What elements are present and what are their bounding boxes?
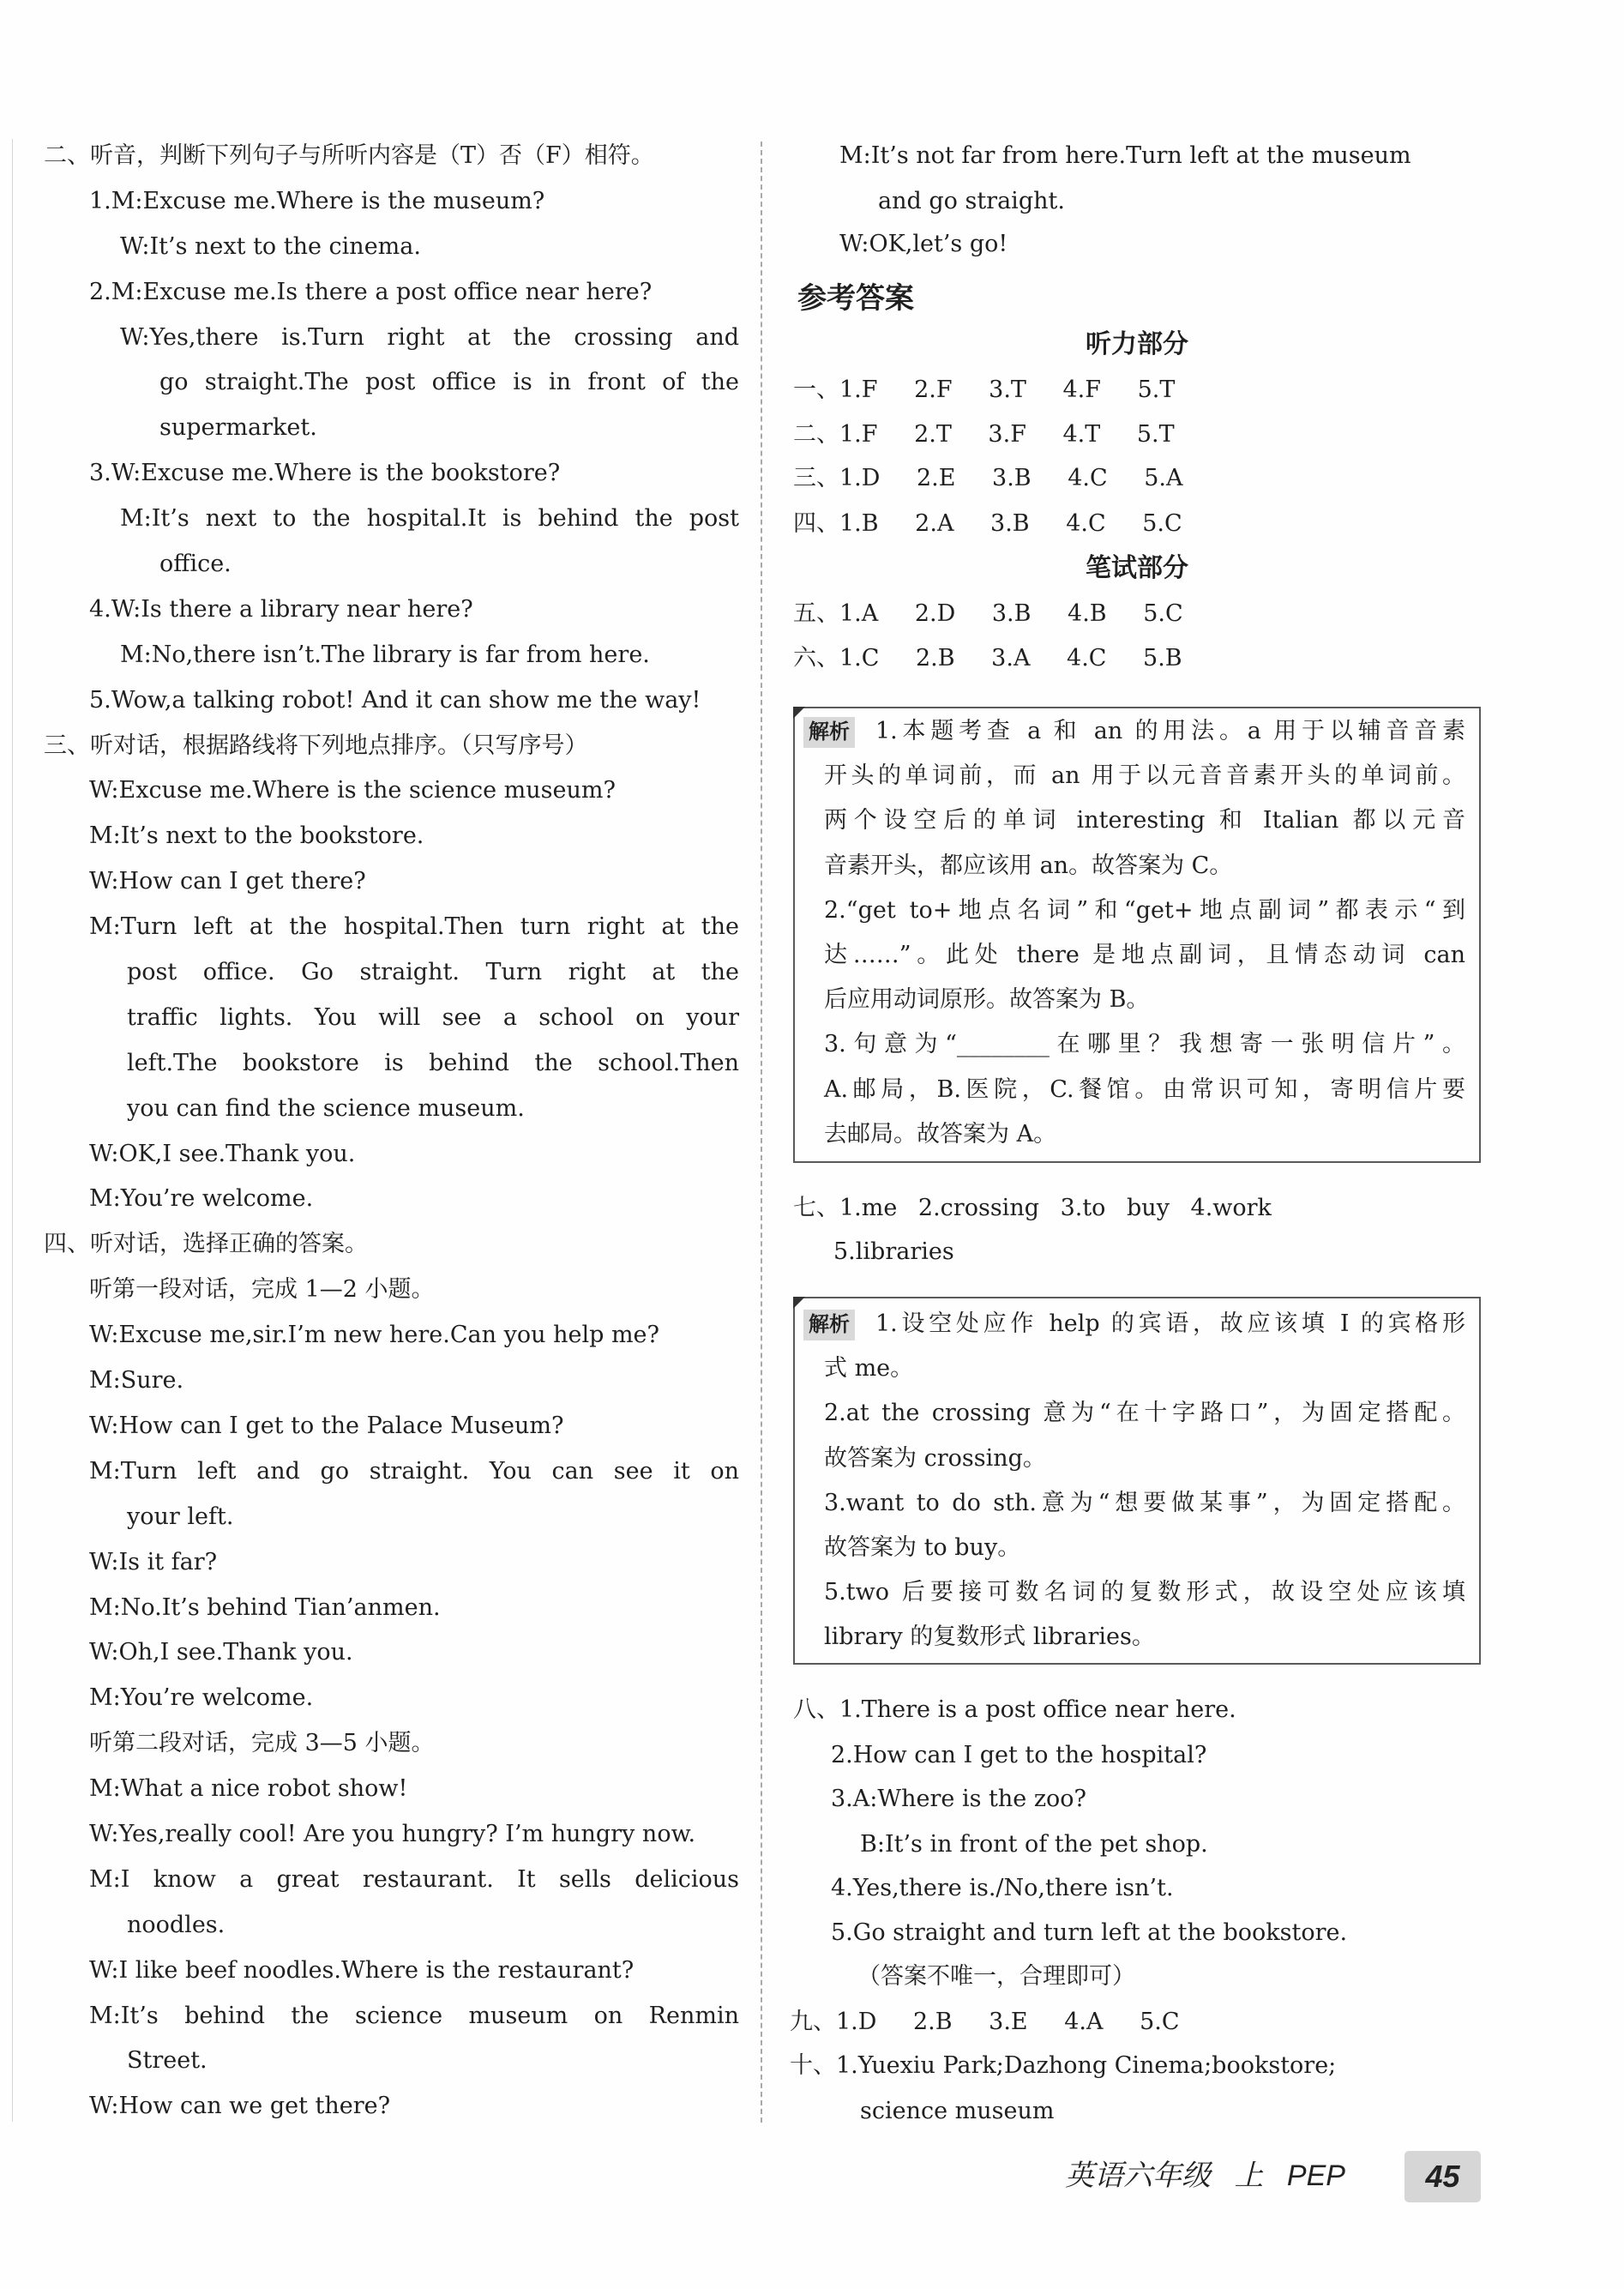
- box-corner-mark: [793, 1297, 805, 1309]
- answer-line: 七、1.me 2.crossing 3.to buy 4.work: [793, 1195, 1272, 1221]
- explanation-line: A.邮局，B.医院，C.餐馆。由常识可知，寄明信片要: [824, 1075, 1465, 1103]
- listening-part-title: 听力部分: [1086, 330, 1188, 358]
- answer-line: 十、1.Yuexiu Park;Dazhong Cinema;bookstore;: [790, 2052, 1337, 2079]
- dialog-line: W:Oh,I see.Thank you.: [89, 1639, 353, 1666]
- written-part-title: 笔试部分: [1086, 554, 1188, 582]
- answer-line: 四、1.B 2.A 3.B 4.C 5.C: [793, 510, 1182, 537]
- left-column: [44, 134, 739, 2129]
- dialog-line: W:Excuse me,sir.I’m new here.Can you help me?: [89, 1322, 660, 1349]
- explanation-line: 两个设空后的单词 interesting 和 Italian 都以元音: [824, 807, 1465, 834]
- sub-instruction: 听第二段对话，完成 3—5 小题。: [89, 1730, 435, 1757]
- answer-line: 一、1.F 2.F 3.T 4.F 5.T: [793, 376, 1176, 403]
- answer-line: B:It’s in front of the pet shop.: [860, 1831, 1208, 1858]
- page-number: 45: [1404, 2151, 1481, 2202]
- dialog-line: go straight.The post office is in front of the: [159, 369, 739, 396]
- dialog-line: M:Turn left at the hospital.Then turn right at the: [89, 913, 739, 941]
- answer-line: 五、1.A 2.D 3.B 4.B 5.C: [793, 600, 1183, 627]
- answer-line: 三、1.D 2.E 3.B 4.C 5.A: [793, 465, 1183, 491]
- dialog-line: supermarket.: [159, 414, 317, 442]
- answer-line: science museum: [860, 2098, 1055, 2124]
- explanation-line: 音素开头，都应该用 an。故答案为 C。: [824, 852, 1233, 879]
- explanation-line: 1.设空处应作 help 的宾语，故应该填 I 的宾格形: [875, 1310, 1465, 1337]
- explanation-label: 解析: [803, 1310, 855, 1340]
- dialog-line: W:OK,I see.Thank you.: [89, 1140, 356, 1167]
- dialog-line: W:How can I get there?: [89, 868, 366, 895]
- explanation-line: 5.two 后要接可数名词的复数形式，故设空处应该填: [824, 1579, 1465, 1606]
- section-heading: 四、听对话，选择正确的答案。: [44, 1231, 368, 1258]
- answer-line: 二、1.F 2.T 3.F 4.T 5.T: [793, 421, 1175, 448]
- dialog-line: office.: [159, 551, 232, 578]
- sub-instruction: 听第一段对话，完成 1—2 小题。: [89, 1276, 435, 1304]
- dialog-line: 2.M:Excuse me.Is there a post office near here?: [89, 278, 653, 305]
- dialog-line: M:I know a great restaurant. It sells delicious: [89, 1865, 739, 1893]
- footer-book-title: 英语六年级 上 PEP: [1065, 2159, 1345, 2192]
- dialog-line: M:You’re welcome.: [89, 1185, 314, 1213]
- explanation-line: 故答案为 crossing。: [824, 1444, 1046, 1472]
- explanation-line: 故答案为 to buy。: [824, 1533, 1021, 1561]
- dialog-line: M:It’s not far from here.Turn left at the museum: [839, 142, 1411, 169]
- dialog-line: M:You’re welcome.: [89, 1684, 314, 1712]
- section-heading: 二、听音，判断下列句子与所听内容是（T）否（F）相符。: [44, 142, 654, 169]
- dialog-line: post office. Go straight. Turn right at the: [127, 959, 739, 986]
- dialog-line: W:How can I get to the Palace Museum?: [89, 1412, 564, 1439]
- dialog-line: W:Excuse me.Where is the science museum?: [89, 777, 616, 804]
- dialog-line: Street.: [127, 2047, 208, 2075]
- answer-line: 六、1.C 2.B 3.A 4.C 5.B: [793, 645, 1182, 672]
- dialog-line: M:Sure.: [89, 1367, 184, 1394]
- dialog-line: W:I like beef noodles.Where is the restaurant?: [89, 1956, 635, 1984]
- explanation-line: 2.“get to+地点名词”和“get+地点副词”都表示“到: [824, 896, 1465, 924]
- explanation-line: 2.at the crossing 意为“在十字路口”，为固定搭配。: [824, 1400, 1465, 1427]
- dialog-line: M:Turn left and go straight. You can see it on: [89, 1457, 739, 1485]
- answer-line: 八、1.There is a post office near here.: [793, 1696, 1236, 1723]
- explanation-label: 解析: [803, 717, 855, 748]
- explanation-line: 达……”。此处 there 是地点副词，且情态动词 can: [824, 941, 1465, 968]
- dialog-line: M:It’s next to the bookstore.: [89, 822, 424, 850]
- explanation-line: 3.句意为“________在哪里？我想寄一张明信片”。: [824, 1031, 1465, 1058]
- page-edge-line: [12, 139, 13, 2122]
- dialog-line: your left.: [127, 1503, 234, 1530]
- answer-line: 5.Go straight and turn left at the bookstore.: [831, 1919, 1348, 1946]
- dialog-line: W:Yes,there is.Turn right at the crossing and: [120, 323, 739, 351]
- answer-note: （答案不唯一，合理即可）: [857, 1963, 1135, 1990]
- answer-key-title: 参考答案: [797, 282, 914, 315]
- dialog-line: W:OK,let’s go!: [839, 231, 1008, 257]
- explanation-line: 式 me。: [824, 1355, 914, 1382]
- dialog-line: W:It’s next to the cinema.: [120, 232, 421, 260]
- dialog-line: 3.W:Excuse me.Where is the bookstore?: [89, 460, 561, 487]
- dialog-line: traffic lights. You will see a school on your: [127, 1003, 739, 1031]
- dialog-line: W:Yes,really cool! Are you hungry? I’m hungry now.: [89, 1820, 696, 1847]
- dialog-line: M:What a nice robot show!: [89, 1775, 408, 1803]
- answer-line: 4.Yes,there is./No,there isn’t.: [831, 1875, 1174, 1901]
- dialog-line: M:No.It’s behind Tian’anmen.: [89, 1593, 441, 1621]
- explanation-line: 3.want to do sth.意为“想要做某事”，为固定搭配。: [824, 1489, 1465, 1516]
- dialog-line: left.The bookstore is behind the school.Then: [127, 1049, 739, 1076]
- dialog-line: M:It’s behind the science museum on Renmin: [89, 2002, 739, 2029]
- answer-line: 5.libraries: [833, 1238, 954, 1265]
- dialog-line: M:No,there isn’t.The library is far from here.: [120, 641, 650, 668]
- dialog-line: and go straight.: [878, 188, 1065, 214]
- dialog-line: M:It’s next to the hospital.It is behind the post: [120, 505, 739, 533]
- dialog-line: W:Is it far?: [89, 1548, 218, 1575]
- dialog-line: 5.Wow,a talking robot! And it can show me the way!: [89, 686, 701, 714]
- explanation-line: 去邮局。故答案为 A。: [824, 1120, 1057, 1148]
- explanation-line: 1.本题考查 a 和 an 的用法。a 用于以辅音音素: [875, 718, 1465, 744]
- dialog-line: W:How can we get there?: [89, 2093, 391, 2120]
- explanation-box: [793, 1297, 1481, 1665]
- explanation-box: [793, 707, 1481, 1163]
- dialog-line: you can find the science museum.: [127, 1094, 525, 1122]
- dialog-line: noodles.: [127, 1911, 226, 1938]
- answer-line: 九、1.D 2.B 3.E 4.A 5.C: [790, 2009, 1180, 2035]
- answer-line: 3.A:Where is the zoo?: [831, 1786, 1087, 1812]
- column-divider: [761, 142, 762, 2123]
- section-heading: 三、听对话，根据路线将下列地点排序。（只写序号）: [44, 732, 588, 759]
- dialog-line: 4.W:Is there a library near here?: [89, 595, 473, 623]
- explanation-line: 后应用动词原形。故答案为 B。: [824, 986, 1150, 1014]
- dialog-line: 1.M:Excuse me.Where is the museum?: [89, 187, 545, 214]
- explanation-line: 开头的单词前，而 an 用于以元音音素开头的单词前。: [824, 762, 1465, 790]
- explanation-line: library 的复数形式 libraries。: [824, 1623, 1155, 1651]
- answer-line: 2.How can I get to the hospital?: [831, 1742, 1207, 1768]
